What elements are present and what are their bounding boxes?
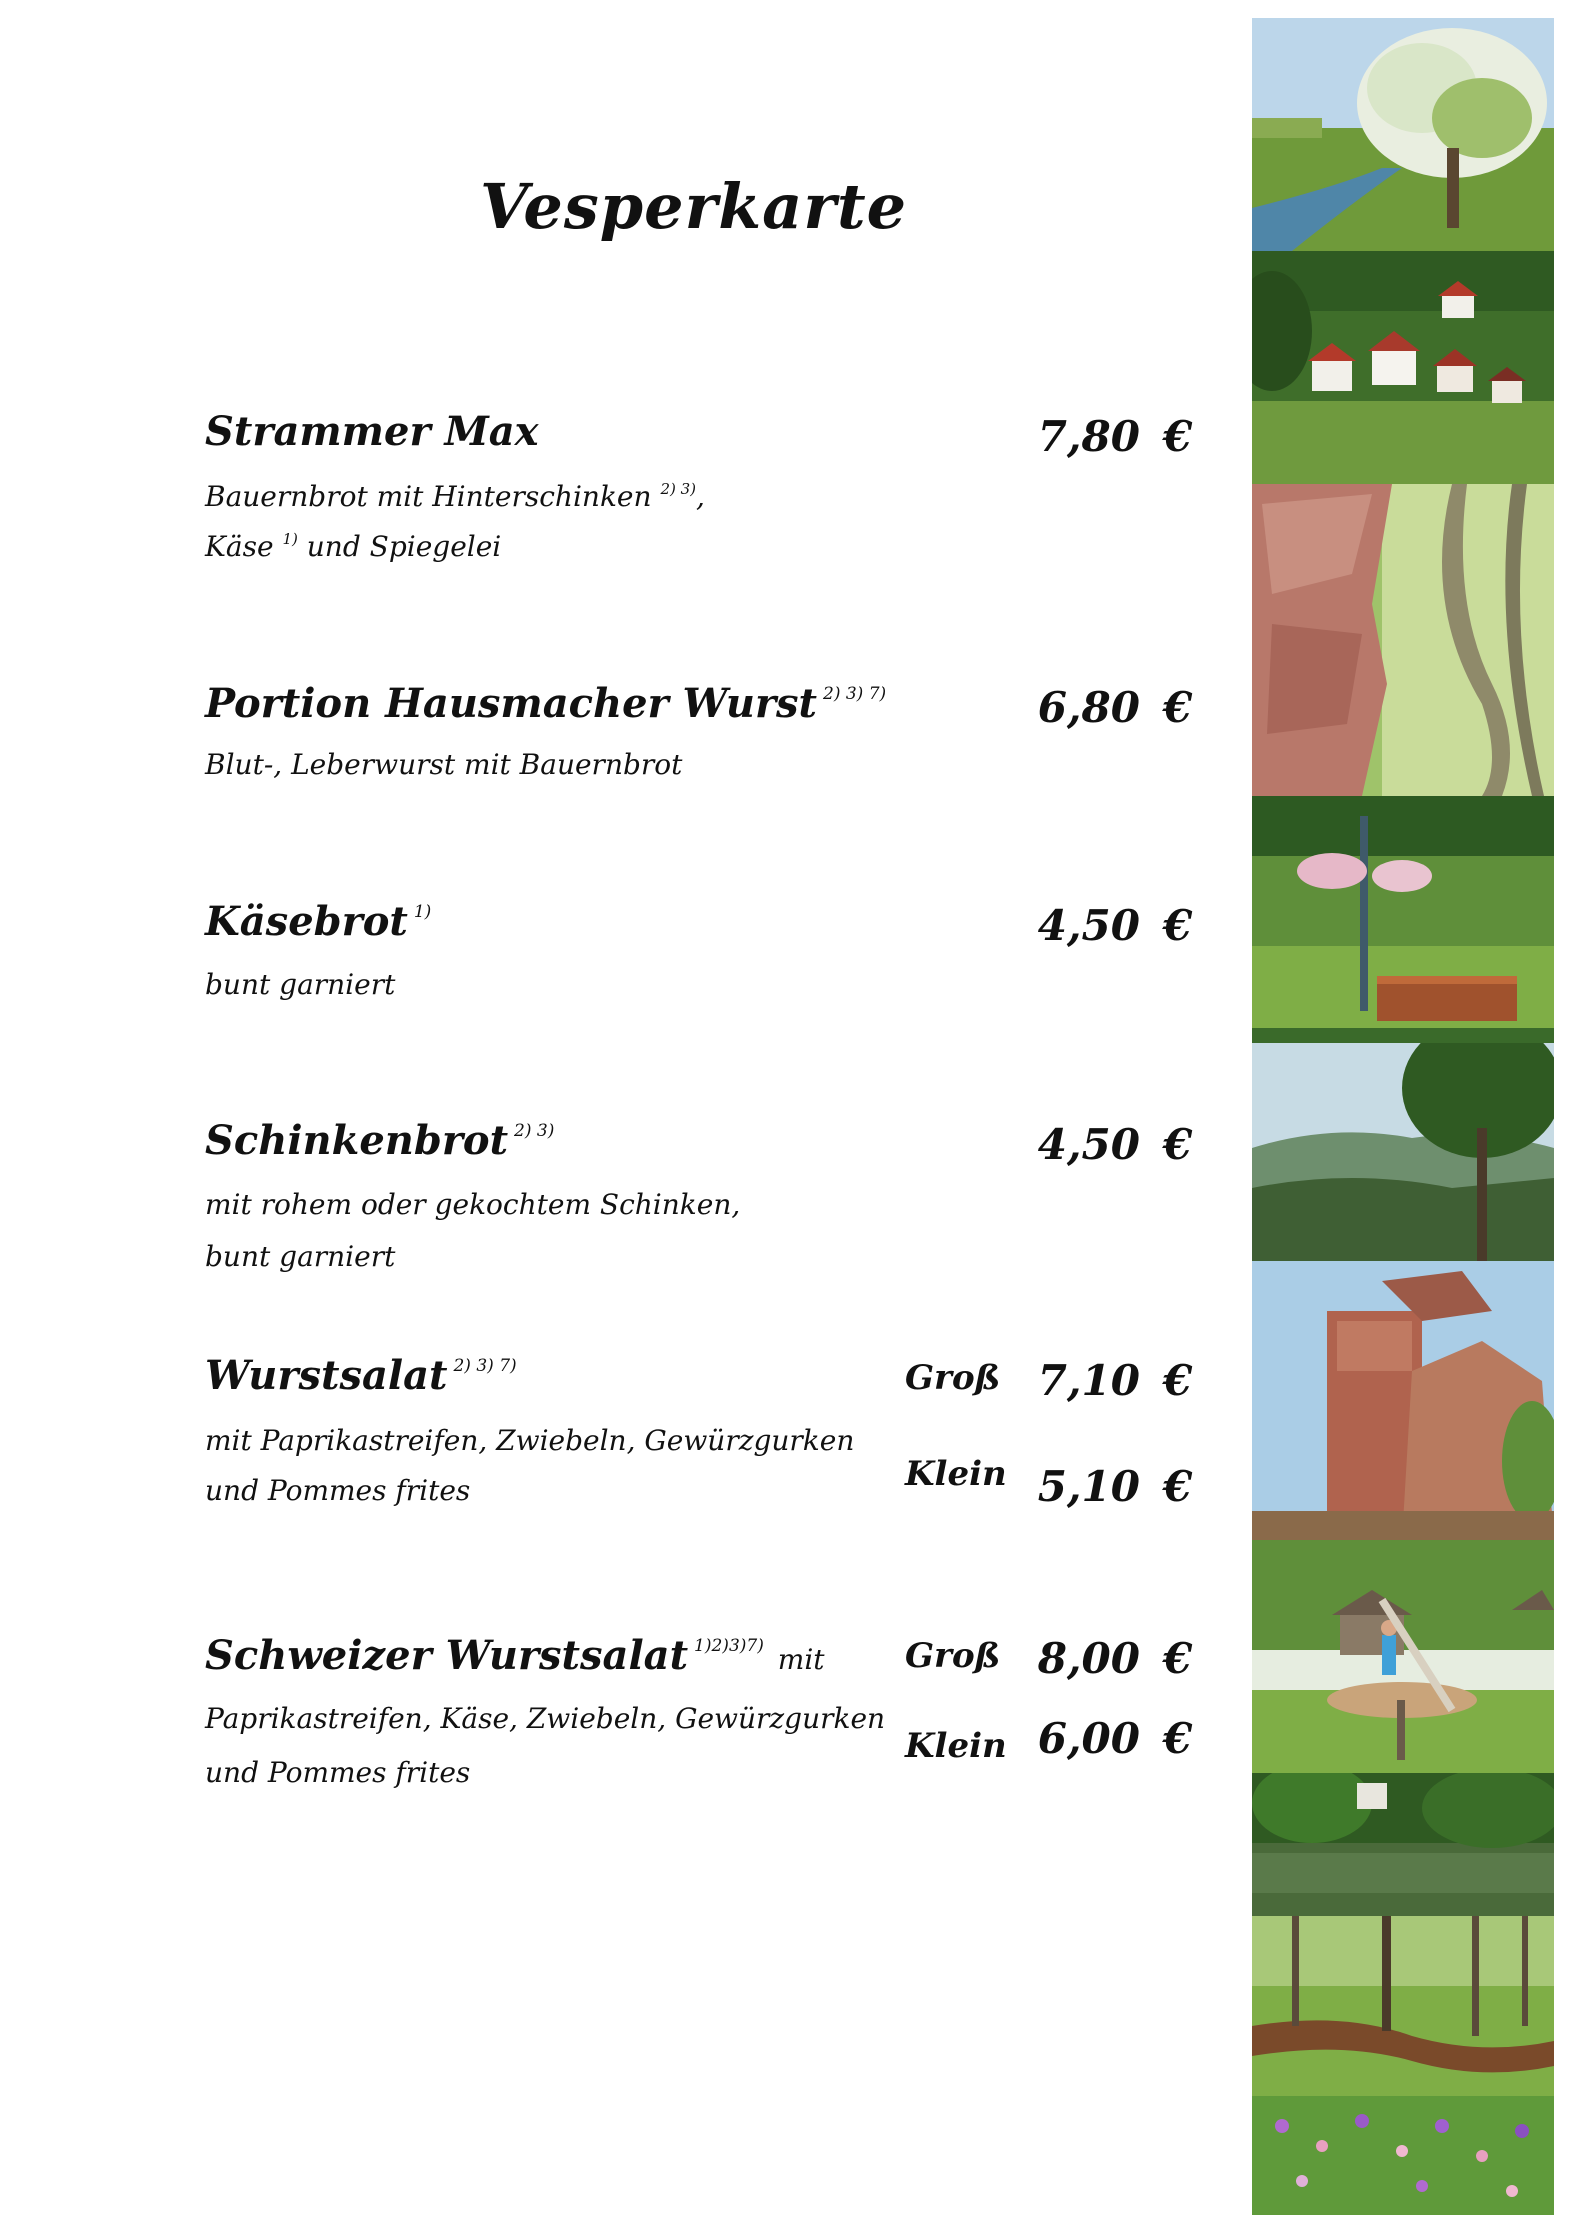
size-label: Groß [905,1636,1001,1676]
photo-water-pump [1252,796,1554,1028]
menu-item-price: 7,80 [1037,412,1140,461]
photo-sandstone-rock [1252,484,1554,796]
euro-sign: € [1163,901,1193,950]
menu-item-description: und Pommes frites [205,1474,471,1507]
menu-item-description: Paprikastreifen, Käse, Zwiebeln, Gewürzgurken [205,1702,886,1735]
page-title: Vesperkarte [480,170,908,243]
menu-item-name: Portion Hausmacher Wurst $^{2) 3) 7)}$ [205,680,887,727]
menu-item-name: Strammer Max [205,408,539,455]
size-label: Groß [905,1358,1001,1398]
photo-castle-ruin [1252,1261,1554,1540]
size-label: Klein [905,1454,1007,1494]
euro-sign: € [1163,1634,1193,1683]
menu-item-description: Blut-, Leberwurst mit Bauernbrot [205,748,683,781]
menu-item-description: und Pommes frites [205,1756,471,1789]
photo-forest-creek [1252,1916,1554,2096]
menu-item-description: Bauernbrot mit Hinterschinken $^{2) 3)}$, [205,480,705,513]
euro-sign: € [1163,683,1193,732]
menu-item-name: Wurstsalat $^{2) 3) 7)}$ [205,1352,517,1399]
menu-item-description: mit rohem oder gekochtem Schinken, [205,1188,741,1221]
menu-item-description: bunt garniert [205,968,396,1001]
photo-village [1252,251,1554,484]
euro-sign: € [1163,412,1193,461]
photo-pond [1252,1773,1554,1916]
menu-item-name: Käsebrot $^{1)}$ [205,898,432,945]
menu-item-price: 4,50 [1037,1120,1140,1169]
menu-item-description: mit Paprikastreifen, Zwiebeln, Gewürzgurken [205,1424,855,1457]
euro-sign: € [1163,1356,1193,1405]
euro-sign: € [1163,1714,1193,1763]
photo-strip [1252,18,1554,2215]
euro-sign: € [1163,1120,1193,1169]
photo-playground [1252,1540,1554,1773]
photo-forest-view [1252,1028,1554,1261]
menu-item-name: Schinkenbrot $^{2) 3)}$ [205,1117,555,1164]
euro-sign: € [1163,1462,1193,1511]
menu-item-price: 6,00 [1037,1714,1140,1763]
size-label: Klein [905,1726,1007,1766]
photo-apple-tree [1252,18,1554,251]
menu-item-price: 4,50 [1037,901,1140,950]
photo-meadow-flowers [1252,2096,1554,2215]
menu-item-price: 6,80 [1037,683,1140,732]
menu-item-price: 7,10 [1037,1356,1140,1405]
menu-item-price: 5,10 [1037,1462,1140,1511]
menu-item-price: 8,00 [1037,1634,1140,1683]
menu-item-name: Schweizer Wurstsalat $^{1)2)3)7)}$ mit [205,1632,825,1679]
menu-item-description: bunt garniert [205,1240,396,1273]
menu-item-description: Käse $^{1)}$ und Spiegelei [205,530,502,563]
